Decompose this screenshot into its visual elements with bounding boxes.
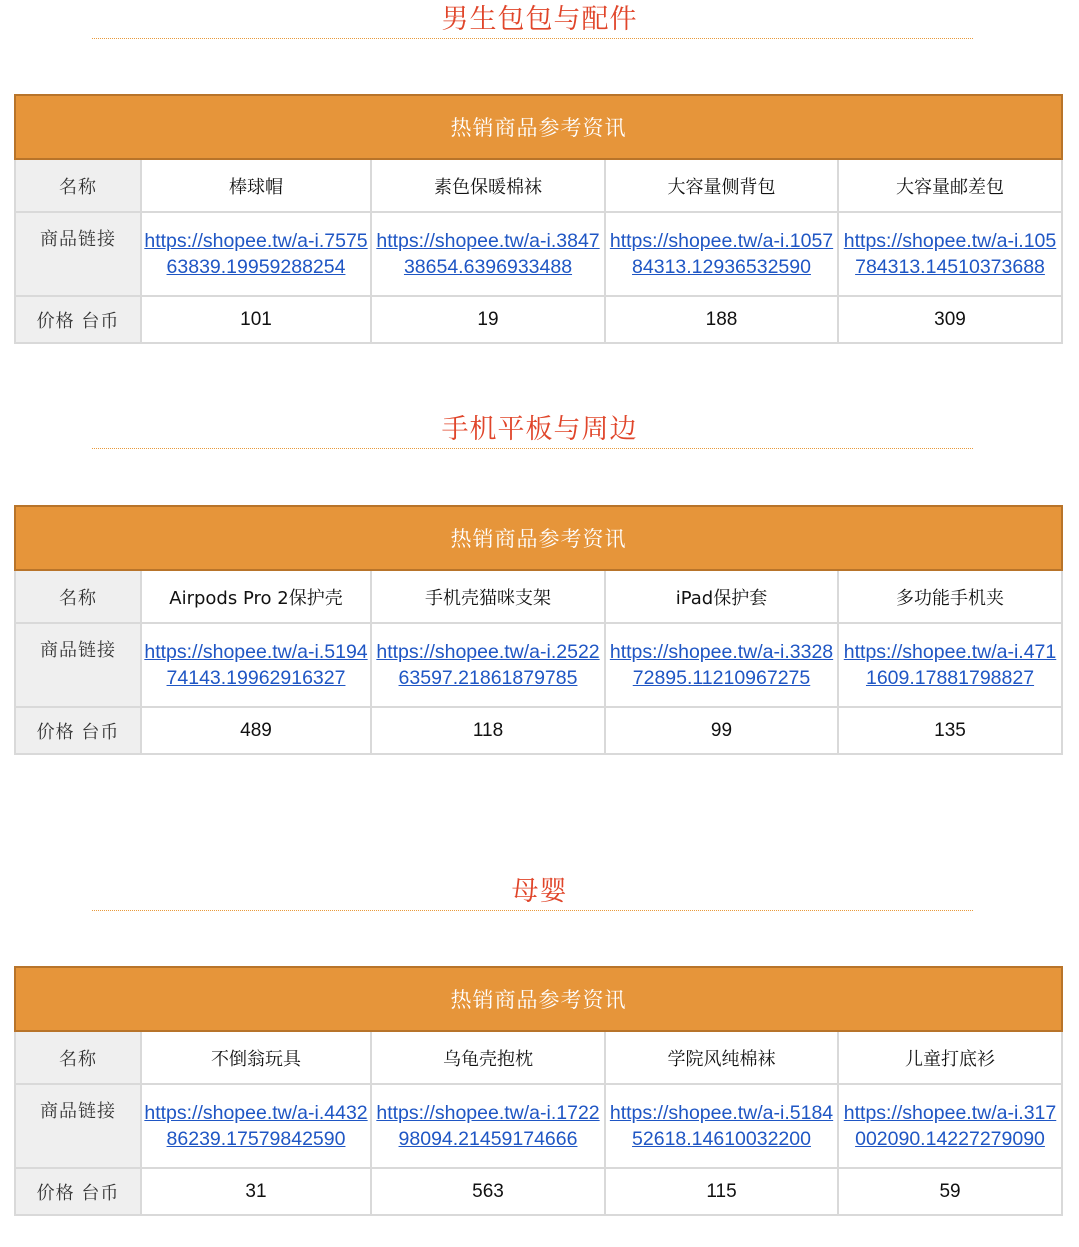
section-title-baby: 母婴 (511, 876, 568, 907)
product-price: 135 (838, 707, 1062, 754)
section-divider (92, 910, 973, 911)
row-label-name: 名称 (15, 570, 141, 623)
row-label-link: 商品链接 (15, 623, 141, 707)
row-label-price: 价格 台币 (15, 1168, 141, 1215)
product-name: 学院风纯棉袜 (605, 1031, 838, 1084)
product-price: 489 (141, 707, 371, 754)
product-link[interactable]: https://shopee.tw/a-i.384738654.6396933488 (376, 230, 600, 278)
row-label-link: 商品链接 (15, 212, 141, 296)
product-link[interactable]: https://shopee.tw/a-i.518452618.14610032200 (609, 1102, 834, 1150)
product-name: 乌龟壳抱枕 (371, 1031, 605, 1084)
product-name: 多功能手机夹 (838, 570, 1062, 623)
product-price: 188 (605, 296, 838, 343)
table-header: 热销商品参考资讯 (15, 95, 1062, 159)
product-price: 31 (141, 1168, 371, 1215)
row-label-name: 名称 (15, 159, 141, 212)
table-row-names (15, 1031, 1062, 1084)
product-name: 大容量邮差包 (838, 159, 1062, 212)
section-divider (92, 448, 973, 449)
product-name: 棒球帽 (141, 159, 371, 212)
product-link[interactable]: https://shopee.tw/a-i.519474143.19962916327 (144, 641, 368, 689)
row-label-link: 商品链接 (15, 1084, 141, 1168)
table-row-names (15, 159, 1062, 212)
product-link[interactable]: https://shopee.tw/a-i.252263597.21861879785 (376, 641, 600, 689)
product-link[interactable]: https://shopee.tw/a-i.332872895.11210967275 (609, 641, 834, 689)
product-name: 大容量侧背包 (605, 159, 838, 212)
product-price: 563 (371, 1168, 605, 1215)
product-price: 309 (838, 296, 1062, 343)
row-label-price: 价格 台币 (15, 707, 141, 754)
product-price: 59 (838, 1168, 1062, 1215)
product-name: 手机壳猫咪支架 (371, 570, 605, 623)
product-name: Airpods Pro 2保护壳 (141, 570, 371, 623)
table-row-prices (15, 707, 1062, 754)
table-header: 热销商品参考资讯 (15, 967, 1062, 1031)
table-row-links (15, 1084, 1062, 1168)
product-price: 101 (141, 296, 371, 343)
product-link[interactable]: https://shopee.tw/a-i.443286239.17579842590 (144, 1102, 368, 1150)
section-title-bags: 男生包包与配件 (441, 4, 638, 35)
product-link[interactable]: https://shopee.tw/a-i.105784313.14510373688 (843, 230, 1057, 278)
section-divider (92, 38, 973, 39)
table-header: 热销商品参考资讯 (15, 506, 1062, 570)
product-table-bags (14, 94, 1063, 344)
product-table-baby (14, 966, 1063, 1216)
table-row-links (15, 212, 1062, 296)
product-link[interactable]: https://shopee.tw/a-i.172298094.21459174666 (376, 1102, 600, 1150)
table-row-prices (15, 1168, 1062, 1215)
product-price: 99 (605, 707, 838, 754)
section-title-phones: 手机平板与周边 (441, 414, 638, 445)
table-row-prices (15, 296, 1062, 343)
product-link[interactable]: https://shopee.tw/a-i.4711609.17881798827 (843, 641, 1057, 689)
product-name: iPad保护套 (605, 570, 838, 623)
product-table-phones (14, 505, 1063, 755)
row-label-price: 价格 台币 (15, 296, 141, 343)
product-price: 19 (371, 296, 605, 343)
product-price: 115 (605, 1168, 838, 1215)
product-link[interactable]: https://shopee.tw/a-i.757563839.19959288254 (144, 230, 368, 278)
product-name: 儿童打底衫 (838, 1031, 1062, 1084)
product-name: 不倒翁玩具 (141, 1031, 371, 1084)
product-name: 素色保暖棉袜 (371, 159, 605, 212)
table-row-names (15, 570, 1062, 623)
row-label-name: 名称 (15, 1031, 141, 1084)
product-price: 118 (371, 707, 605, 754)
product-link[interactable]: https://shopee.tw/a-i.105784313.12936532590 (609, 230, 834, 278)
product-link[interactable]: https://shopee.tw/a-i.317002090.14227279090 (843, 1102, 1057, 1150)
table-row-links (15, 623, 1062, 707)
